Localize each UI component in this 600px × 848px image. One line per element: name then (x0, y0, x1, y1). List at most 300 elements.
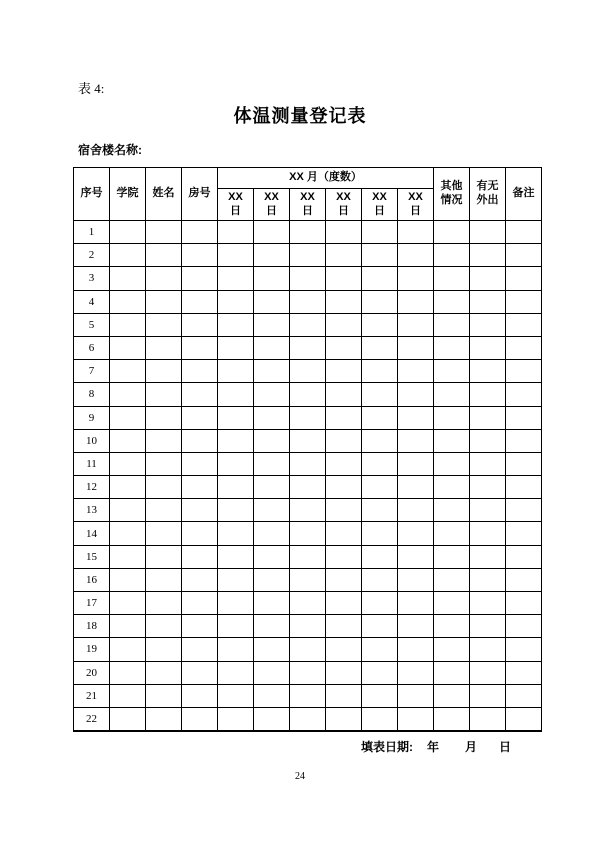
empty-cell (182, 522, 218, 545)
empty-cell (182, 707, 218, 730)
empty-cell (470, 684, 506, 707)
empty-cell (506, 313, 542, 336)
empty-cell (362, 336, 398, 359)
empty-cell (218, 221, 254, 244)
col-header-day-5 (362, 189, 398, 221)
empty-cell (218, 684, 254, 707)
day-6-bottom: 日 (410, 204, 421, 217)
empty-cell (218, 522, 254, 545)
row-number: 18 (74, 615, 110, 638)
empty-cell (506, 568, 542, 591)
col-header-day-4 (326, 189, 362, 221)
empty-cell (434, 661, 470, 684)
col-header-remarks: 备注 (506, 168, 542, 221)
empty-cell (218, 476, 254, 499)
empty-cell (110, 615, 146, 638)
empty-cell (326, 615, 362, 638)
empty-cell (434, 638, 470, 661)
year-label: 年 (426, 740, 439, 754)
empty-cell (218, 615, 254, 638)
row-number: 7 (74, 360, 110, 383)
temperature-table (73, 167, 542, 732)
empty-cell (362, 221, 398, 244)
empty-cell (146, 661, 182, 684)
table-row (74, 313, 542, 336)
empty-cell (398, 661, 434, 684)
empty-cell (362, 638, 398, 661)
row-number: 17 (74, 592, 110, 615)
empty-cell (506, 290, 542, 313)
empty-cell (182, 244, 218, 267)
empty-cell (434, 592, 470, 615)
empty-cell (434, 360, 470, 383)
empty-cell (326, 707, 362, 730)
empty-cell (398, 707, 434, 730)
empty-cell (290, 221, 326, 244)
empty-cell (326, 661, 362, 684)
empty-cell (254, 545, 290, 568)
empty-cell (146, 615, 182, 638)
empty-cell (218, 360, 254, 383)
empty-cell (398, 267, 434, 290)
table-row (74, 429, 542, 452)
empty-cell (326, 221, 362, 244)
col-header-room: 房号 (182, 168, 218, 221)
empty-cell (506, 499, 542, 522)
table-row (74, 661, 542, 684)
empty-cell (182, 429, 218, 452)
empty-cell (326, 684, 362, 707)
day-5-bottom: 日 (374, 204, 385, 217)
empty-cell (470, 360, 506, 383)
day-4-top: XX (336, 190, 351, 203)
table-row (74, 452, 542, 475)
day-1-top: XX (228, 190, 243, 203)
empty-cell (182, 499, 218, 522)
empty-cell (218, 638, 254, 661)
empty-cell (506, 615, 542, 638)
empty-cell (218, 452, 254, 475)
empty-cell (146, 568, 182, 591)
table-row (74, 545, 542, 568)
empty-cell (398, 545, 434, 568)
row-number: 2 (74, 244, 110, 267)
empty-cell (110, 452, 146, 475)
empty-cell (362, 452, 398, 475)
empty-cell (398, 476, 434, 499)
empty-cell (326, 476, 362, 499)
empty-cell (110, 244, 146, 267)
empty-cell (290, 360, 326, 383)
table-body (74, 221, 542, 731)
empty-cell (182, 615, 218, 638)
empty-cell (290, 336, 326, 359)
empty-cell (434, 429, 470, 452)
empty-cell (182, 476, 218, 499)
empty-cell (398, 615, 434, 638)
empty-cell (254, 267, 290, 290)
day-4-bottom: 日 (338, 204, 349, 217)
empty-cell (362, 568, 398, 591)
empty-cell (218, 336, 254, 359)
empty-cell (434, 383, 470, 406)
empty-cell (506, 406, 542, 429)
empty-cell (182, 383, 218, 406)
day-label: 日 (498, 740, 511, 754)
empty-cell (182, 661, 218, 684)
empty-cell (290, 499, 326, 522)
empty-cell (506, 684, 542, 707)
empty-cell (434, 545, 470, 568)
empty-cell (182, 684, 218, 707)
empty-cell (326, 545, 362, 568)
empty-cell (146, 267, 182, 290)
empty-cell (110, 476, 146, 499)
empty-cell (326, 499, 362, 522)
table-row (74, 406, 542, 429)
empty-cell (218, 244, 254, 267)
empty-cell (506, 638, 542, 661)
empty-cell (146, 707, 182, 730)
empty-cell (218, 406, 254, 429)
empty-cell (182, 221, 218, 244)
table-row (74, 267, 542, 290)
went-out-line2: 外出 (476, 194, 499, 206)
empty-cell (470, 476, 506, 499)
empty-cell (470, 244, 506, 267)
empty-cell (362, 244, 398, 267)
dorm-building-label: 宿舍楼名称: (78, 143, 142, 157)
table-row (74, 476, 542, 499)
row-number: 20 (74, 661, 110, 684)
empty-cell (218, 592, 254, 615)
empty-cell (506, 707, 542, 730)
empty-cell (254, 336, 290, 359)
empty-cell (110, 267, 146, 290)
table-row (74, 592, 542, 615)
row-number: 3 (74, 267, 110, 290)
row-number: 22 (74, 707, 110, 730)
table-row (74, 522, 542, 545)
empty-cell (362, 476, 398, 499)
day-1-bottom: 日 (230, 204, 241, 217)
empty-cell (398, 684, 434, 707)
row-number: 9 (74, 406, 110, 429)
empty-cell (326, 290, 362, 313)
empty-cell (326, 638, 362, 661)
empty-cell (326, 336, 362, 359)
empty-cell (506, 221, 542, 244)
row-number: 8 (74, 383, 110, 406)
fill-date-line (73, 740, 542, 754)
empty-cell (218, 661, 254, 684)
empty-cell (470, 452, 506, 475)
empty-cell (470, 707, 506, 730)
empty-cell (254, 592, 290, 615)
day-5-top: XX (372, 190, 387, 203)
empty-cell (254, 499, 290, 522)
empty-cell (398, 221, 434, 244)
empty-cell (362, 360, 398, 383)
empty-cell (254, 360, 290, 383)
empty-cell (290, 638, 326, 661)
row-number: 15 (74, 545, 110, 568)
empty-cell (290, 522, 326, 545)
empty-cell (434, 313, 470, 336)
empty-cell (110, 568, 146, 591)
page-title: 体温测量登记表 (233, 106, 367, 126)
empty-cell (470, 661, 506, 684)
empty-cell (182, 313, 218, 336)
empty-cell (470, 592, 506, 615)
empty-cell (398, 499, 434, 522)
empty-cell (110, 684, 146, 707)
empty-cell (254, 615, 290, 638)
table-row (74, 568, 542, 591)
empty-cell (398, 313, 434, 336)
table-caption: 表 4: (78, 81, 105, 96)
empty-cell (398, 336, 434, 359)
empty-cell (182, 267, 218, 290)
empty-cell (254, 661, 290, 684)
empty-cell (434, 615, 470, 638)
empty-cell (146, 476, 182, 499)
empty-cell (470, 499, 506, 522)
empty-cell (182, 545, 218, 568)
empty-cell (506, 267, 542, 290)
empty-cell (110, 592, 146, 615)
empty-cell (182, 592, 218, 615)
empty-cell (398, 522, 434, 545)
col-header-serial: 序号 (74, 168, 110, 221)
col-header-college: 学院 (110, 168, 146, 221)
page-number: 24 (295, 771, 305, 782)
empty-cell (218, 290, 254, 313)
empty-cell (326, 592, 362, 615)
col-header-day-3 (290, 189, 326, 221)
empty-cell (506, 661, 542, 684)
day-2-top: XX (264, 190, 279, 203)
empty-cell (434, 568, 470, 591)
empty-cell (326, 429, 362, 452)
empty-cell (146, 313, 182, 336)
empty-cell (146, 406, 182, 429)
empty-cell (398, 452, 434, 475)
empty-cell (290, 267, 326, 290)
empty-cell (110, 360, 146, 383)
empty-cell (398, 429, 434, 452)
empty-cell (290, 452, 326, 475)
empty-cell (470, 545, 506, 568)
empty-cell (290, 592, 326, 615)
empty-cell (362, 267, 398, 290)
empty-cell (398, 592, 434, 615)
empty-cell (470, 638, 506, 661)
empty-cell (290, 429, 326, 452)
empty-cell (506, 592, 542, 615)
empty-cell (362, 522, 398, 545)
empty-cell (470, 290, 506, 313)
empty-cell (146, 336, 182, 359)
empty-cell (218, 429, 254, 452)
empty-cell (470, 429, 506, 452)
empty-cell (110, 290, 146, 313)
empty-cell (110, 661, 146, 684)
row-number: 10 (74, 429, 110, 452)
empty-cell (182, 290, 218, 313)
empty-cell (434, 684, 470, 707)
empty-cell (506, 336, 542, 359)
empty-cell (362, 383, 398, 406)
empty-cell (506, 452, 542, 475)
empty-cell (290, 684, 326, 707)
empty-cell (470, 221, 506, 244)
row-number: 12 (74, 476, 110, 499)
empty-cell (362, 499, 398, 522)
empty-cell (110, 522, 146, 545)
row-number: 16 (74, 568, 110, 591)
empty-cell (218, 545, 254, 568)
empty-cell (110, 545, 146, 568)
empty-cell (434, 244, 470, 267)
empty-cell (290, 290, 326, 313)
empty-cell (290, 406, 326, 429)
empty-cell (146, 383, 182, 406)
row-number: 21 (74, 684, 110, 707)
empty-cell (434, 267, 470, 290)
empty-cell (470, 615, 506, 638)
empty-cell (434, 221, 470, 244)
day-6-top: XX (408, 190, 423, 203)
empty-cell (326, 406, 362, 429)
empty-cell (110, 707, 146, 730)
empty-cell (362, 592, 398, 615)
day-3-top: XX (300, 190, 315, 203)
empty-cell (434, 290, 470, 313)
row-number: 19 (74, 638, 110, 661)
day-3-bottom: 日 (302, 204, 313, 217)
empty-cell (290, 244, 326, 267)
empty-cell (110, 499, 146, 522)
empty-cell (434, 707, 470, 730)
row-number: 4 (74, 290, 110, 313)
empty-cell (434, 499, 470, 522)
fill-date-label: 填表日期: (360, 740, 413, 754)
empty-cell (470, 522, 506, 545)
empty-cell (398, 568, 434, 591)
row-number: 11 (74, 452, 110, 475)
empty-cell (398, 638, 434, 661)
col-header-other-situation (434, 168, 470, 221)
table-row (74, 336, 542, 359)
empty-cell (254, 476, 290, 499)
empty-cell (506, 545, 542, 568)
table-row (74, 244, 542, 267)
table-row (74, 221, 542, 244)
empty-cell (254, 452, 290, 475)
empty-cell (182, 638, 218, 661)
empty-cell (290, 313, 326, 336)
empty-cell (110, 638, 146, 661)
empty-cell (254, 707, 290, 730)
empty-cell (362, 615, 398, 638)
empty-cell (218, 313, 254, 336)
empty-cell (326, 522, 362, 545)
empty-cell (254, 638, 290, 661)
empty-cell (326, 568, 362, 591)
empty-cell (146, 592, 182, 615)
empty-cell (218, 267, 254, 290)
table-row (74, 615, 542, 638)
empty-cell (398, 290, 434, 313)
empty-cell (146, 429, 182, 452)
empty-cell (290, 615, 326, 638)
empty-cell (146, 684, 182, 707)
empty-cell (182, 336, 218, 359)
empty-cell (254, 221, 290, 244)
empty-cell (110, 313, 146, 336)
empty-cell (326, 452, 362, 475)
empty-cell (146, 499, 182, 522)
empty-cell (290, 568, 326, 591)
empty-cell (146, 290, 182, 313)
empty-cell (218, 568, 254, 591)
empty-cell (506, 383, 542, 406)
empty-cell (470, 267, 506, 290)
empty-cell (218, 707, 254, 730)
empty-cell (398, 244, 434, 267)
table-row (74, 383, 542, 406)
empty-cell (254, 244, 290, 267)
empty-cell (506, 476, 542, 499)
col-header-month-group: XX 月（度数） (218, 168, 434, 189)
empty-cell (362, 313, 398, 336)
empty-cell (326, 360, 362, 383)
empty-cell (470, 568, 506, 591)
empty-cell (110, 383, 146, 406)
empty-cell (326, 313, 362, 336)
empty-cell (254, 290, 290, 313)
col-header-day-1 (218, 189, 254, 221)
empty-cell (326, 244, 362, 267)
went-out-line1: 有无 (476, 180, 499, 193)
empty-cell (434, 336, 470, 359)
empty-cell (434, 522, 470, 545)
col-header-day-2 (254, 189, 290, 221)
empty-cell (434, 406, 470, 429)
empty-cell (362, 429, 398, 452)
empty-cell (290, 545, 326, 568)
col-header-name: 姓名 (146, 168, 182, 221)
empty-cell (398, 406, 434, 429)
table-row (74, 638, 542, 661)
empty-cell (146, 244, 182, 267)
empty-cell (326, 267, 362, 290)
empty-cell (254, 383, 290, 406)
empty-cell (182, 568, 218, 591)
empty-cell (470, 313, 506, 336)
table-header (74, 168, 542, 221)
table-row (74, 360, 542, 383)
empty-cell (254, 684, 290, 707)
empty-cell (362, 545, 398, 568)
empty-cell (110, 221, 146, 244)
empty-cell (362, 406, 398, 429)
empty-cell (506, 522, 542, 545)
empty-cell (362, 661, 398, 684)
empty-cell (362, 684, 398, 707)
empty-cell (110, 406, 146, 429)
